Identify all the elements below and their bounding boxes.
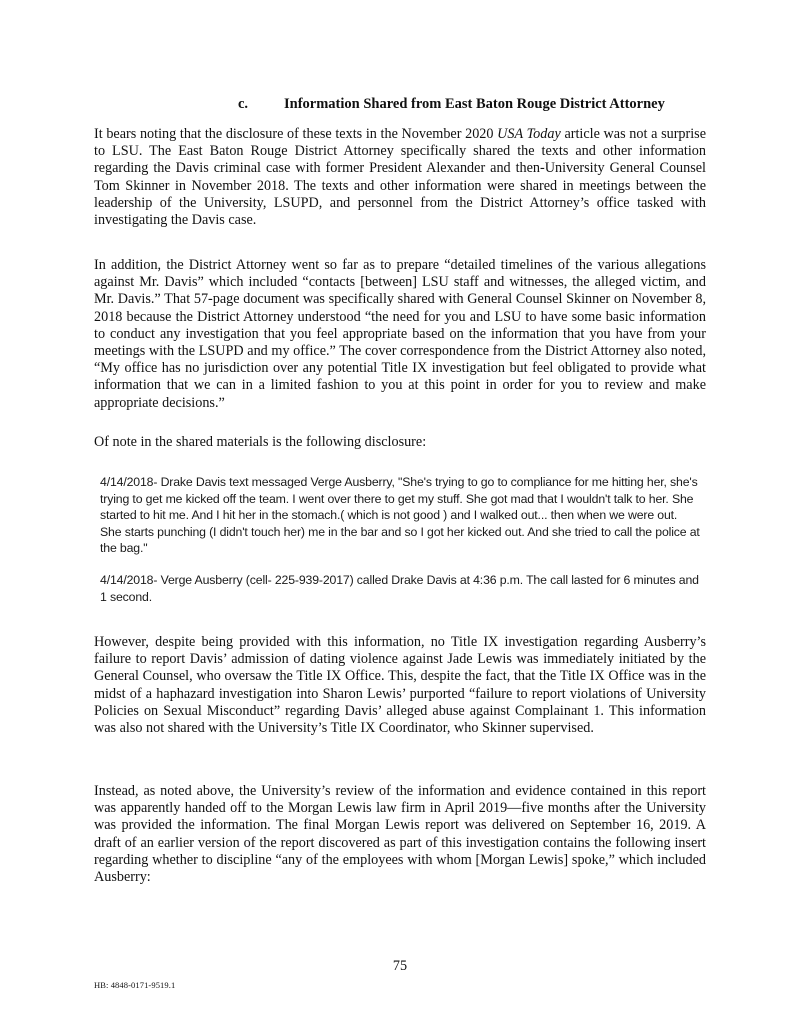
publication-title: USA Today xyxy=(497,126,561,142)
paragraph-text: article was not a surprise to LSU. The East Baton Rouge District Attorney specifically shared the texts and other information regarding the Davis criminal case with former President Alexander and then-University General Counsel Tom Skinner in November 2018. The texts and other information were shared in meetings between the leadership of the University, LSUPD, and personnel from the District Attorney’s office tasked with investigating the Davis case. xyxy=(94,126,706,229)
paragraph-text: It bears noting that the disclosure of these texts in the November 2020 xyxy=(94,126,498,142)
paragraph-of-note: Of note in the shared materials is the following disclosure: xyxy=(94,434,427,450)
section-title: Information Shared from East Baton Rouge District Attorney xyxy=(284,96,665,112)
paragraph-no-investigation: However, despite being provided with this information, no Title IX investigation regarding Ausberry’s failure to report Davis’ admission of dating violence against Jade Lewis was immediately initiated by the General Counsel, who oversaw the Title IX Office. This, despite the fact, that the Title IX Office was in the midst of a haphazard investigation into Sharon Lewis’ purported “failure to report violations of University Policies on Sexual Misconduct” regarding Davis’ alleged abuse against Complainant 1. This information was also not shared with the University’s Title IX Coordinator, who Skinner supervised. xyxy=(94,634,706,737)
paragraph-morgan-lewis: Instead, as noted above, the University’s review of the information and evidence contained in this report was apparently handed off to the Morgan Lewis law firm in April 2019—five months after the University was provided the information. The final Morgan Lewis report was delivered on September 16, 2019. A draft of an earlier version of the report discovered as part of this investigation contains the following insert regarding whether to discipline “any of the employees with whom [Morgan Lewis] spoke,” which included Ausberry: xyxy=(94,783,706,886)
paragraph-timelines: In addition, the District Attorney went so far as to prepare “detailed timelines of the various allegations against Mr. Davis” which included “contacts [between] LSU staff and witnesses, the alleged victim, and Mr. Davis.” That 57-page document was specifically shared with General Counsel Skinner on November 8, 2018 because the District Attorney understood “the need for you and LSU to have some basic information to conduct any investigation that you feel appropriate based on the information that you have from your meetings with the LSUPD and my office.” The cover correspondence from the District Attorney also noted, “My office has no jurisdiction over any potential Title IX investigation but feel obligated to provide what information that we can in a limited fashion to you at this point in order for you to review and make appropriate decisions.” xyxy=(94,257,706,411)
excerpt-entry: 4/14/2018- Verge Ausberry (cell- 225-939-2017) called Drake Davis at 4:36 p.m. The call lasted for 6 minutes and 1 second. xyxy=(100,572,699,604)
section-heading xyxy=(238,96,665,113)
excerpt-entry: 4/14/2018- Drake Davis text messaged Verge Ausberry, "She's trying to go to compliance for me hitting her, she's trying to get me kicked off the team. I went over there to get my stuff. She got mad that I wouldn't talk to her. She started to hit me. And I hit her in the stomach.( which is not good ) and I walked out... then when we were out. She starts punching (I didn't touch her) me in the bar and so I got her kicked out. And she tried to call the police at the bag." xyxy=(100,475,700,556)
document-id: HB: 4848-0171-9519.1 xyxy=(94,980,176,990)
excerpt-scanned-disclosure xyxy=(100,474,700,620)
paragraph-disclosure-context xyxy=(94,126,706,229)
section-number: c. xyxy=(238,96,249,112)
page-number: 75 xyxy=(392,958,408,974)
